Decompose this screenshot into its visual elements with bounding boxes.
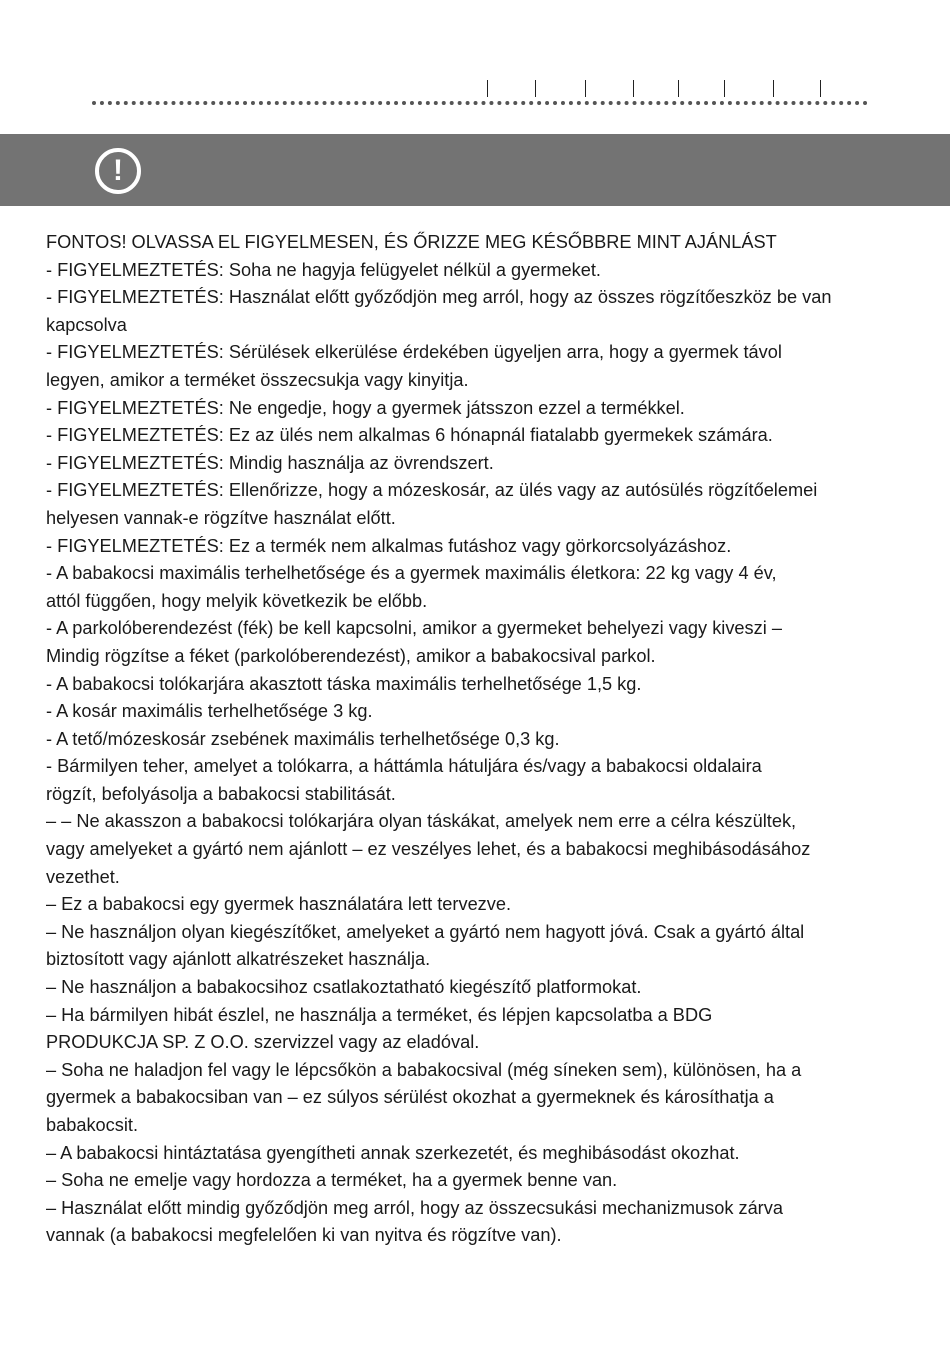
instruction-line: - FIGYELMEZTETÉS: Ez az ülés nem alkalmas 6 hónapnál fiatalabb gyermekek számára. <box>46 425 773 446</box>
instruction-line: – A babakocsi hintáztatása gyengítheti annak szerkezetét, és meghibásodást okozhat. <box>46 1142 740 1163</box>
tick-mark <box>678 80 679 97</box>
instruction-line: – Ha bármilyen hibát észlel, ne használja a terméket, és lépjen kapcsolatba a BDG <box>46 1004 713 1025</box>
instruction-line: Mindig rögzítse a féket (parkolóberendezést), amikor a babakocsival parkol. <box>46 645 656 666</box>
instruction-line: biztosított vagy ajánlott alkatrészeket használja. <box>46 949 431 970</box>
instruction-line: kapcsolva <box>46 314 127 335</box>
instructions-heading: FONTOS! OLVASSA EL FIGYELMESEN, ÉS ŐRIZZE MEG KÉSŐBBRE MINT AJÁNLÁST <box>46 232 777 252</box>
instruction-line: - FIGYELMEZTETÉS: Ne engedje, hogy a gyermek játsszon ezzel a termékkel. <box>46 397 685 418</box>
instruction-line: - FIGYELMEZTETÉS: Ez a termék nem alkalmas futáshoz vagy görkorcsolyázáshoz. <box>46 535 732 556</box>
instruction-line: gyermek a babakocsiban van – ez súlyos sérülést okozhat a gyermeknek és károsíthatja a <box>46 1087 774 1108</box>
instruction-line: - A parkolóberendezést (fék) be kell kapcsolni, amikor a gyermeket behelyezi vagy kiveszi – <box>46 618 782 639</box>
instruction-line: vannak (a babakocsi megfelelően ki van nyitva és rögzítve van). <box>46 1225 562 1246</box>
instruction-line: helyesen vannak-e rögzítve használat előtt. <box>46 507 396 528</box>
instruction-line: – Ez a babakocsi egy gyermek használatára lett tervezve. <box>46 894 512 915</box>
instruction-line: - A babakocsi tolókarjára akasztott táska maximális terhelhetősége 1,5 kg. <box>46 673 642 694</box>
instruction-line: babakocsit. <box>46 1115 139 1135</box>
instruction-line: – Soha ne emelje vagy hordozza a terméket, ha a gyermek benne van. <box>46 1170 618 1191</box>
dotted-divider <box>92 101 868 105</box>
header-tick-marks <box>0 80 950 98</box>
tick-mark <box>820 80 821 97</box>
instruction-line: - FIGYELMEZTETÉS: Sérülések elkerülése érdekében ügyeljen arra, hogy a gyermek távol <box>46 342 782 363</box>
tick-mark <box>633 80 634 97</box>
instruction-line: - A kosár maximális terhelhetősége 3 kg. <box>46 701 373 722</box>
instruction-line: – – Ne akasszon a babakocsi tolókarjára olyan táskákat, amelyek nem erre a célra készültek, <box>46 811 797 832</box>
exclamation-circle-icon: ! <box>95 148 141 194</box>
instruction-line: PRODUKCJA SP. Z O.O. szervizzel vagy az eladóval. <box>46 1032 480 1053</box>
instruction-line: – Ne használjon olyan kiegészítőket, amelyeket a gyártó nem hagyott jóvá. Csak a gyártó által <box>46 921 805 942</box>
warning-banner <box>0 134 950 206</box>
instruction-line: - FIGYELMEZTETÉS: Használat előtt győződjön meg arról, hogy az összes rögzítőeszköz be van <box>46 287 832 308</box>
instruction-line: rögzít, befolyásolja a babakocsi stabilitását. <box>46 783 396 804</box>
instruction-line: - A babakocsi maximális terhelhetősége és a gyermek maximális életkora: 22 kg vagy 4 év, <box>46 563 777 584</box>
instruction-line: legyen, amikor a terméket összecsukja vagy kinyitja. <box>46 369 469 390</box>
instruction-line: – Soha ne haladjon fel vagy le lépcsőkön a babakocsival (még síneken sem), különösen, ha a <box>46 1059 802 1080</box>
tick-mark <box>585 80 586 97</box>
instruction-line: vezethet. <box>46 866 120 887</box>
tick-mark <box>724 80 725 97</box>
instruction-line: - FIGYELMEZTETÉS: Soha ne hagyja felügyelet nélkül a gyermeket. <box>46 259 601 280</box>
instruction-line: attól függően, hogy melyik következik be előbb. <box>46 590 428 611</box>
instruction-line: - Bármilyen teher, amelyet a tolókarra, a háttámla hátuljára és/vagy a babakocsi oldalaira <box>46 756 762 777</box>
instruction-line: - A tető/mózeskosár zsebének maximális terhelhetősége 0,3 kg. <box>46 728 560 749</box>
tick-mark <box>773 80 774 97</box>
tick-mark <box>487 80 488 97</box>
instruction-line: - FIGYELMEZTETÉS: Mindig használja az övrendszert. <box>46 452 494 473</box>
tick-mark <box>535 80 536 97</box>
instruction-line: - FIGYELMEZTETÉS: Ellenőrizze, hogy a mózeskosár, az ülés vagy az autósülés rögzítőelemei <box>46 480 818 501</box>
instruction-line: vagy amelyeket a gyártó nem ajánlott – ez veszélyes lehet, és a babakocsi meghibásodásához <box>46 839 811 860</box>
instruction-line: – Használat előtt mindig győződjön meg arról, hogy az összecsukási mechanizmusok zárva <box>46 1197 783 1218</box>
instruction-line: – Ne használjon a babakocsihoz csatlakoztatható kiegészítő platformokat. <box>46 977 642 998</box>
safety-instructions-text <box>46 229 902 1250</box>
